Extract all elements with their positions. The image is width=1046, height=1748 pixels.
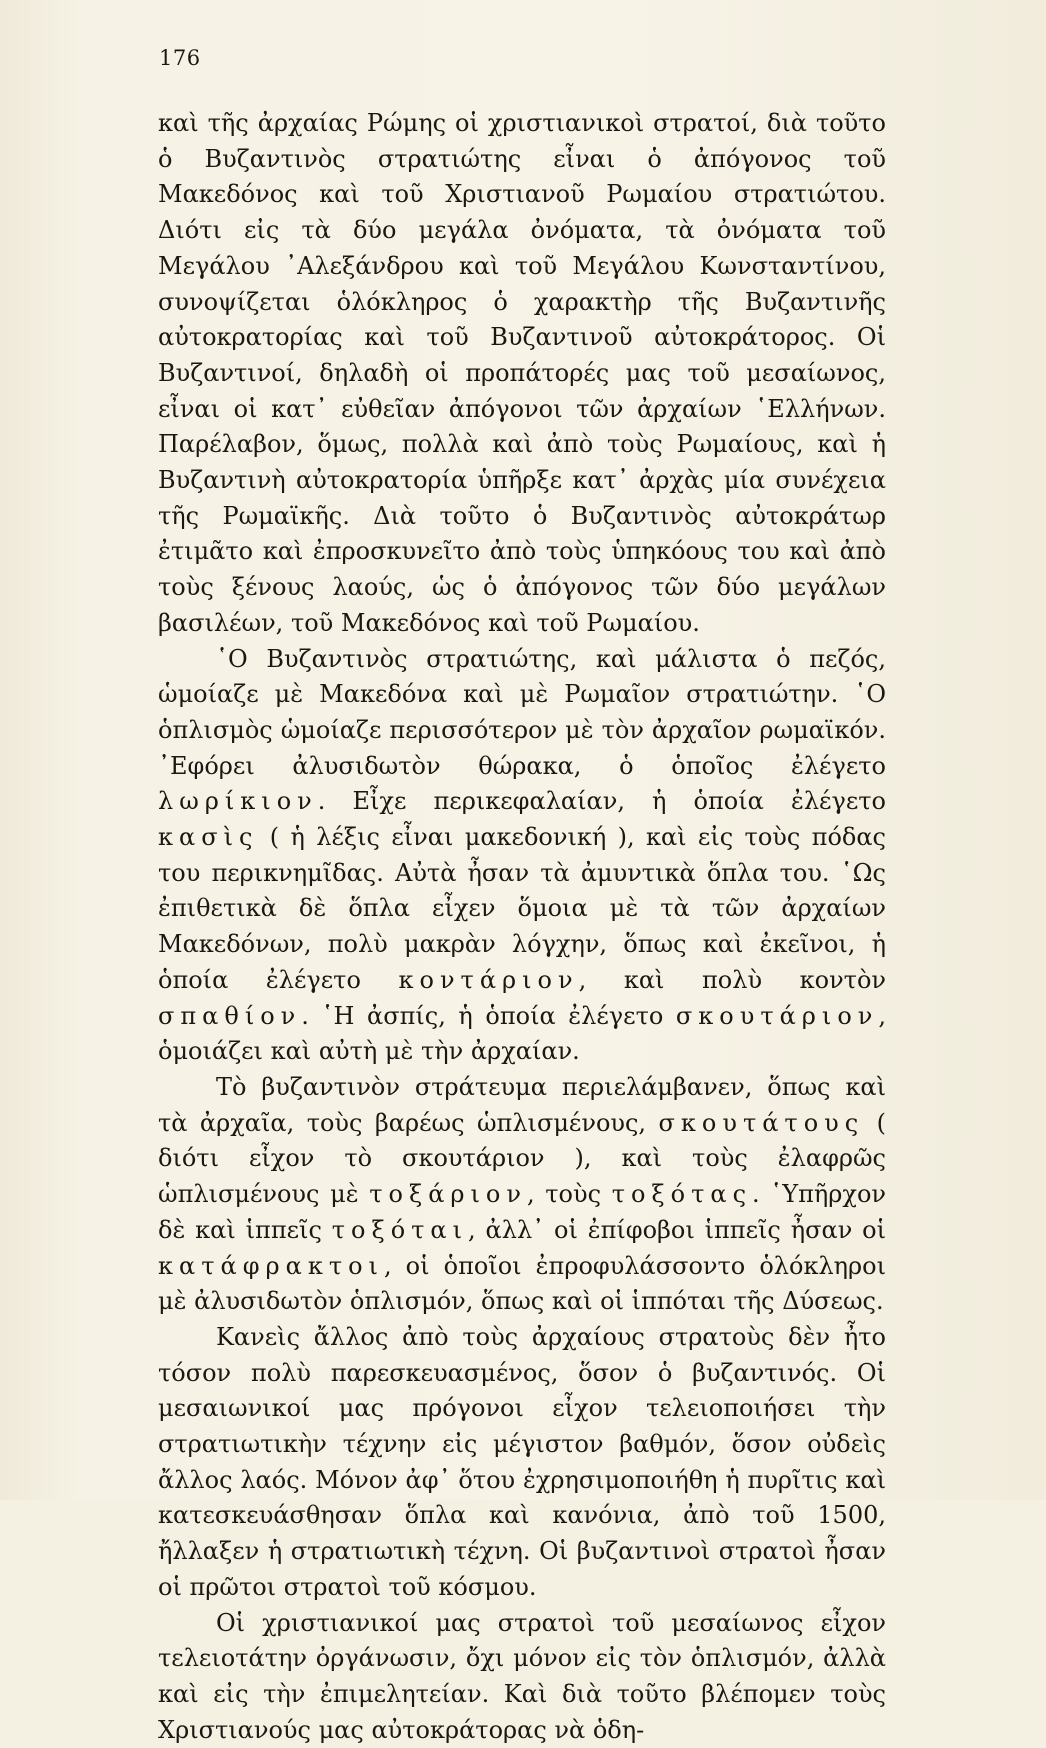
paragraph-text: Οἱ χριστιανικοί μας στρατοὶ τοῦ μεσαίωνος εἶχον τελειοτάτην ὀργάνωσιν, ὄχι μόνον εἰς τὸν ὁπλισμόν, ἀλλὰ καὶ εἰς τὴν ἐπιμελητείαν. Καὶ διὰ τοῦτο βλέπομεν τοὺς Χριστιανούς μας αὐτοκράτορας νὰ ὁδη- [158, 1608, 886, 1744]
paragraph-text: ( ἡ λέξις εἶναι μακεδονική ), καὶ εἰς τοὺς πόδας του περικνημῖδας. Αὐτὰ ἦσαν τὰ ἀμυντικὰ ὅπλα του. ῾Ως ἐπιθετικὰ δὲ ὅπλα εἶχεν ὅμοια μὲ τὰ τῶν ἀρχαίων Μακεδόνων, πολὺ μακρὰν λόγχην, ὅπως καὶ ἐκεῖνοι, ἡ ὁποία ἐλέγετο [158, 823, 886, 994]
spaced-term: σπαθίον [158, 1001, 302, 1030]
spaced-term: λωρίκιον [158, 787, 318, 816]
paragraph-text: , ὁμοιάζει καὶ αὐτὴ μὲ τὴν ἀρχαίαν. [158, 1001, 886, 1066]
paragraph-text: , καὶ πολὺ κοντὸν [578, 965, 886, 994]
spaced-term: τοξόται [331, 1215, 469, 1244]
paragraph-text: ( διότι εἶχον τὸ σκουτάριον ), καὶ τοὺς ἐλαφρῶς ὡπλισμένους μὲ [158, 1108, 886, 1209]
paragraph-text: ῾Ο Βυζαντινὸς στρατιώτης, καὶ μάλιστα ὁ πεζός, ὡμοίαζε μὲ Μακεδόνα καὶ μὲ Ρωμαῖον στρατιώτην. ῾Ο ὁπλισμὸς ὡμοίαζε περισσότερον μὲ τὸν ἀρχαῖον ρωμαϊκόν. ᾽Εφόρει ἀλυσιδωτὸν θώρακα, ὁ ὁποῖος ἐλέγετο [158, 644, 886, 780]
body-text [158, 106, 886, 1748]
paragraph-text: , οἱ ὁποῖοι ἐπροφυλάσσοντο ὁλόκληροι μὲ ἀλυσιδωτὸν ὁπλισμόν, ὅπως καὶ οἱ ἱππόται τῆς Δύσεως. [158, 1251, 886, 1316]
paragraph-text: , τοὺς [526, 1180, 612, 1209]
paragraph [158, 1070, 886, 1320]
spaced-term: κασὶς [158, 823, 259, 852]
spaced-term: κατάφρακτοι [158, 1251, 384, 1280]
paragraph-text: καὶ τῆς ἀρχαίας Ρώμης οἱ χριστιανικοὶ στρατοί, διὰ τοῦτο ὁ Βυζαντινὸς στρατιώτης εἶναι ὁ ἀπόγονος τοῦ Μακεδόνος καὶ τοῦ Χριστιανοῦ Ρωμαίου στρατιώτου. Διότι εἰς τὰ δύο μεγάλα ὀνόματα, τὰ ὀνόματα τοῦ Μεγάλου ᾽Αλεξάνδρου καὶ τοῦ Μεγάλου Κωνσταντίνου, συνοψίζεται ὁλόκληρος ὁ χαρακτὴρ τῆς Βυζαντινῆς αὐτοκρατορίας καὶ τοῦ Βυζαντινοῦ αὐτοκράτορος. Οἱ Βυζαντινοί, δηλαδὴ οἱ προπάτορές μας τοῦ μεσαίωνος, εἶναι οἱ κατ᾽ εὐθεῖαν ἀπόγονοι τῶν ἀρχαίων ῾Ελλήνων. Παρέλαβον, ὅμως, πολλὰ καὶ ἀπὸ τοὺς Ρωμαίους, καὶ ἡ Βυζαντινὴ αὐτοκρατορία ὑπῆρξε κατ᾽ ἀρχὰς μία συνέχεια τῆς Ρωμαϊκῆς. Διὰ τοῦτο ὁ Βυζαντινὸς αὐτοκράτωρ ἐτιμᾶτο καὶ ἐπροσκυνεῖτο ἀπὸ τοὺς ὑπηκόους του καὶ ἀπὸ τοὺς ξένους λαούς, ὡς ὁ ἀπόγονος τῶν δύο μεγάλων βασιλέων, τοῦ Μακεδόνος καὶ τοῦ Ρωμαίου. [158, 109, 886, 637]
paragraph-text: . ῾Υπῆρχον δὲ καὶ ἱππεῖς [158, 1180, 886, 1244]
paragraph-text: Κανεὶς ἄλλος ἀπὸ τοὺς ἀρχαίους στρατοὺς δὲν ἦτο τόσον πολὺ παρεσκευασμένος, ὅσον ὁ βυζαντινός. Οἱ μεσαιωνικοί μας πρόγονοι εἶχον τελειοποιήσει τὴν στρατιωτικὴν τέχνην εἰς μέγιστον βαθμόν, ὅσον οὐδεὶς ἄλλος λαός. Μόνον ἀφ᾽ ὅτου ἐχρησιμοποιήθη ἡ πυρῖτις καὶ κατεσκευάσθησαν ὅπλα καὶ κανόνια, ἀπὸ τοῦ 1500, ἤλλαξεν ἡ στρατιωτικὴ τέχνη. Οἱ βυζαντινοὶ στρατοὶ ἦσαν οἱ πρῶτοι στρατοὶ τοῦ κόσμου. [158, 1322, 886, 1601]
paragraph-text: . Εἶχε περικεφαλαίαν, ἡ ὁποία ἐλέγετο [317, 787, 886, 816]
paragraph-text: Τὸ βυζαντινὸν στράτευμα περιελάμβανεν, ὅπως καὶ τὰ ἀρχαῖα, τοὺς βαρέως ὡπλισμένους, [158, 1072, 886, 1137]
spaced-term: σκουτάτους [658, 1108, 865, 1137]
spaced-term: σκουτάριον [675, 1001, 879, 1030]
paragraph-text: . ῾Η ἀσπίς, ἡ ὁποία ἐλέγετο [301, 1001, 676, 1030]
paragraph [158, 106, 886, 642]
spaced-term: τοξάριον [369, 1180, 527, 1209]
paragraph [158, 1320, 886, 1606]
spaced-term: τοξότας [611, 1180, 753, 1209]
paragraph [158, 642, 886, 1070]
paragraph [158, 1606, 886, 1748]
paragraph-text: , ἀλλ᾽ οἱ ἐπίφοβοι ἱππεῖς ἦσαν οἱ [468, 1215, 886, 1244]
page-number: 176 [159, 46, 201, 70]
spaced-term: κοντάριον [398, 965, 579, 994]
